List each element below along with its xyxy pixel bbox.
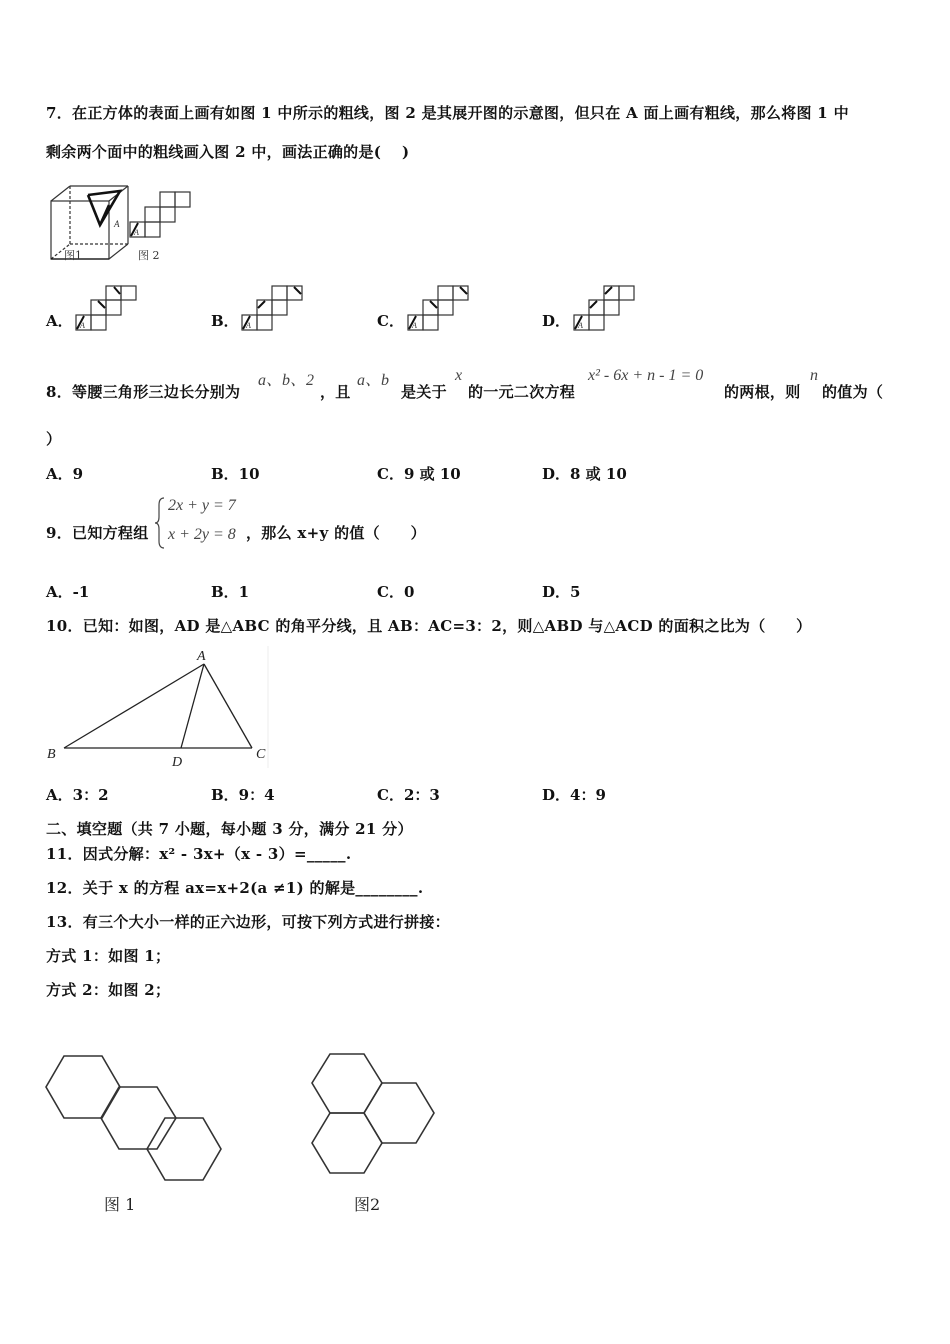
q7-option-a[interactable]: A． [46,312,73,330]
vertex-a-label: A [197,649,206,664]
q10-option-c[interactable]: C．2：3 [377,786,440,804]
q8-option-d[interactable]: D．8 或 10 [542,465,627,483]
hexagon-fig2-caption: 图2 [354,1195,381,1214]
point-d-label: D [172,755,183,770]
q9-option-a[interactable]: A．-1 [46,583,90,601]
q7-option-d[interactable]: D． [542,312,571,330]
q13-way-2: 方式 2：如图 2； [46,981,171,999]
q7-option-b-net [238,284,304,332]
q7-option-c[interactable]: C． [377,312,404,330]
section-2-heading: 二、填空题（共 7 小题，每小题 3 分，满分 21 分） [46,820,413,838]
vertex-b-label: B [47,747,56,762]
hexagon-figure-2 [308,1050,443,1182]
q8-mid2: 是关于 [401,383,447,401]
q8-prefix: 8．等腰三角形三边长分别为 [46,383,241,401]
q10-option-b[interactable]: B．9：4 [211,786,275,804]
q12-text: 12．关于 x 的方程 ax=x+2(a ≠1) 的解是________. [46,879,424,897]
q8-x: x [455,367,463,384]
fig2-caption: 图 2 [138,249,160,262]
vertex-c-label: C [256,747,266,762]
q8-ab: a、b [357,372,390,389]
q10-option-d[interactable]: D．4：9 [542,786,606,804]
q8-mid1: ，且 [320,383,351,401]
q9-brace [154,497,166,549]
q8-sides: a、b、2 [258,372,315,389]
q8-n: n [810,367,818,384]
net-face-label: A [578,321,583,330]
q7-option-c-net [404,284,470,332]
q8-mid4: 的两根，则 [724,383,801,401]
net-face-label: A [246,321,251,330]
q13-way-1: 方式 1：如图 1； [46,947,171,965]
q9-suffix: ，那么 x+y 的值（ ） [246,524,426,542]
q9-prefix: 9．已知方程组 [46,524,149,542]
q8-option-c[interactable]: C．9 或 10 [377,465,461,483]
q13-text: 13．有三个大小一样的正六边形，可按下列方式进行拼接： [46,913,450,931]
net-face-label: A [412,321,417,330]
net-face-label: A [134,228,139,237]
q7-option-d-net [570,284,636,332]
net-figure [126,190,192,240]
hexagon-fig1-caption: 图 1 [104,1195,136,1214]
q10-option-a[interactable]: A．3：2 [46,786,109,804]
q9-equation-1: 2x + y = 7 [168,497,236,514]
q11-text: 11．因式分解：x² - 3x+（x - 3）=_____. [46,845,352,863]
q8-equation: x² - 6x + n - 1 = 0 [588,367,704,384]
q8-close: ） [46,430,62,448]
fig1-caption: 图1 [64,249,82,262]
q7-line2: 剩余两个面中的粗线画入图 2 中，画法正确的是( ) [46,143,410,161]
q9-equation-2: x + 2y = 8 [168,526,236,543]
q8-mid3: 的一元二次方程 [468,383,576,401]
q10-text: 10．已知：如图，AD 是△ABC 的角平分线，且 AB：AC=3：2，则△ABD 与△ACD 的面积之比为（ ） [46,617,812,635]
q8-option-b[interactable]: B．10 [211,465,260,483]
q7-line1: 7．在正方体的表面上画有如图 1 中所示的粗线，图 2 是其展开图的示意图，但只在 A 面上画有粗线，那么将图 1 中 [46,104,849,122]
net-face-label: A [80,321,85,330]
q8-option-a[interactable]: A．9 [46,465,84,483]
q9-option-c[interactable]: C．0 [377,583,415,601]
q7-option-b[interactable]: B． [211,312,239,330]
q8-suffix: 的值为（ [822,383,884,401]
hexagon-figure-1 [40,1050,225,1185]
cube-face-label: A [114,219,120,229]
q9-option-b[interactable]: B．1 [211,583,250,601]
q10-triangle-figure [44,644,272,770]
cube-figure [48,183,138,265]
q7-option-a-net [72,284,138,332]
q9-option-d[interactable]: D．5 [542,583,581,601]
